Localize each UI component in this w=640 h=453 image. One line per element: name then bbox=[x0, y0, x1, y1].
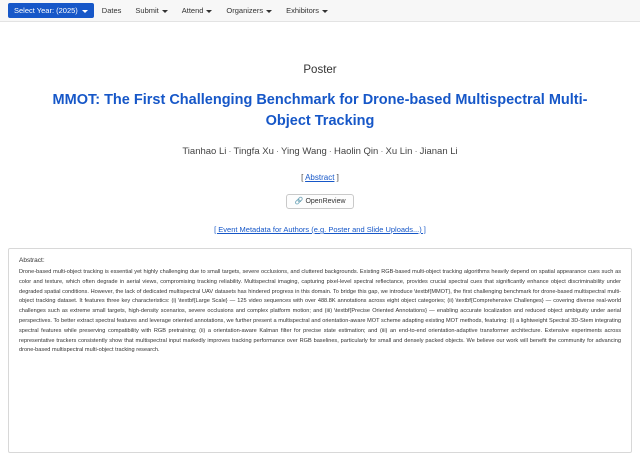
presentation-type: Poster bbox=[303, 64, 337, 76]
openreview-button[interactable] bbox=[286, 194, 353, 209]
nav-item-label: Attend bbox=[181, 6, 204, 15]
main-content bbox=[0, 64, 640, 234]
author-name: Jianan Li bbox=[419, 146, 458, 158]
author-separator: · bbox=[414, 146, 418, 158]
event-metadata-link[interactable]: [ Event Metadata for Authors (e.g. Poster and Slide Uploads...) ] bbox=[214, 225, 426, 235]
nav-item-attend[interactable] bbox=[176, 2, 219, 19]
author-name: Ying Wang bbox=[281, 146, 327, 158]
abstract-anchor-row bbox=[26, 173, 614, 182]
chevron-down-icon bbox=[322, 10, 328, 13]
abstract-link[interactable]: Abstract bbox=[305, 173, 335, 183]
page-title: MMOT: The First Challenging Benchmark for Drone-based Multispectral Multi-Object Tracking bbox=[52, 92, 588, 130]
nav-item-label: Submit bbox=[135, 6, 159, 15]
author-separator: · bbox=[328, 146, 332, 158]
bracket-open: [ bbox=[301, 173, 304, 183]
author-separator: · bbox=[228, 146, 232, 158]
nav-item-submit[interactable] bbox=[129, 2, 173, 19]
chevron-down-icon bbox=[266, 10, 272, 13]
bracket-close: ] bbox=[336, 173, 339, 183]
top-navigation-bar bbox=[0, 0, 640, 22]
author-name: Tingfa Xu bbox=[233, 146, 274, 158]
author-separator: · bbox=[380, 146, 384, 158]
abstract-text: Drone-based multi-object tracking is essential yet highly challenging due to small targets, severe occlusions, and cluttered backgrounds. Existing RGB-based multi-object tracking algorithms heavily depend on spatial appearance cues such as color and texture, which often degrade in aerial views, compromising tracking reliability. Multispectral imaging, capturing pixel-level spectral reflectance, provides crucial spectral cues that significantly enhance object discriminability under degraded spatial conditions. However, the lack of dedicated multispectral UAV datasets has hindered progress in this domain. To bridge this gap, we introduce \textbf{MMOT}, the first challenging benchmark for drone-based multispectral multi-object tracking dataset. It features three key characteristics: (i) \textbf{Large Scale} — 125 video sequences with over 488.8K annotations across eight object categories; (ii) \textbf{Comprehensive Challenges} — covering diverse real-world challenges such as extreme small targets, high-density scenarios, severe occlusions and complex platform motion; and (iii) \textbf{Precise Oriented Annotations} — enabling accurate localization and reduced object ambiguity under aerial perspectives. To better extract spectral features and leverage oriented annotations, we further present a multispectral and orientation-aware MOT scheme adapting existing MOT methods, featuring: (i) a lightweight Spectral 3D-Stem integrating spectral features while preserving compatibility with RGB pretraining; (ii) a orientation-aware Kalman filter for precise state estimation; and (iii) an end-to-end orientation-adaptive transformer architecture. Extensive experiments across representative trackers consistently show that multispectral input markedly improves tracking performance over RGB baselines, particularly for small and densely packed objects. We believe our work will benefit the community for advancing drone-based multispectral multi-object tracking research. bbox=[19, 269, 621, 354]
author-name: Tianhao Li bbox=[182, 146, 227, 158]
nav-item-label: Dates bbox=[101, 6, 122, 15]
external-link-icon: 🔗 bbox=[294, 198, 304, 206]
author-name: Haolin Qin bbox=[333, 146, 379, 158]
year-select-label: Select Year: (2025) bbox=[14, 5, 78, 15]
nav-item-label: Exhibitors bbox=[286, 6, 320, 15]
event-metadata-row bbox=[26, 225, 614, 234]
nav-item-organizers[interactable] bbox=[220, 2, 278, 19]
nav-item-label: Organizers bbox=[226, 6, 264, 15]
author-name: Xu Lin bbox=[385, 146, 413, 158]
year-select-dropdown[interactable] bbox=[8, 3, 94, 19]
openreview-row bbox=[26, 190, 614, 209]
nav-item-dates[interactable] bbox=[96, 2, 128, 19]
chevron-down-icon bbox=[162, 10, 168, 13]
author-separator: · bbox=[275, 146, 280, 158]
chevron-down-icon bbox=[82, 10, 88, 13]
author-list bbox=[26, 146, 614, 157]
nav-item-exhibitors[interactable] bbox=[280, 2, 334, 19]
abstract-label: Abstract: bbox=[19, 257, 45, 265]
chevron-down-icon bbox=[206, 10, 212, 13]
abstract-panel bbox=[8, 248, 632, 453]
openreview-button-label: OpenReview bbox=[305, 198, 346, 206]
